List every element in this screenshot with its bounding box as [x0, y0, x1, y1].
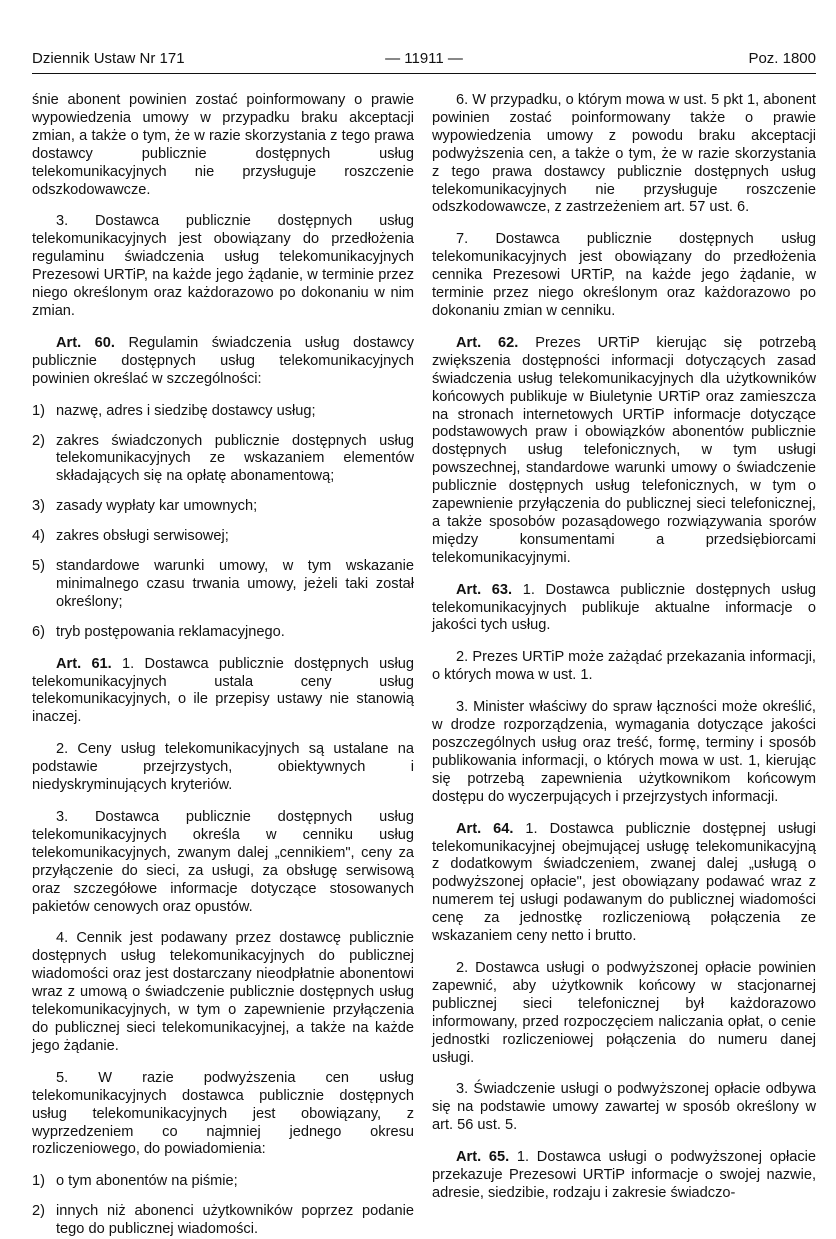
art63-paragraph-2: 2. Prezes URTiP może zażądać przekazania informacji, o których mowa w ust. 1.	[432, 649, 816, 684]
position-number: Poz. 1800	[748, 50, 816, 67]
list-item-text: zasady wypłaty kar umownych;	[56, 498, 258, 515]
art64-text: 1. Dostawca publicznie dostępnej usługi telekomunikacyjnej obejmującej usługę telekomunikacyjną z dodatkowym świadczeniem, zwanej dalej „usługą o podwyższonej opłacie", jest obowiązany podawać wraz z numerem tej usługi podawanym do publicznej wiadomości cenę za jednostkę rozliczeniową połączenia ze wskazaniem ceny netto i brutto.	[432, 820, 816, 945]
list-item-number: 6)	[32, 623, 45, 640]
list-item-text: o tym abonentów na piśmie;	[56, 1173, 238, 1190]
art61-paragraph-6: 6. W przypadku, o którym mowa w ust. 5 pkt 1, abonent powinien zostać poinformowany także o prawie wypowiedzenia umowy z powodu braku akceptacji podwyższenia cen, a także o tym, że w razie skorzystania z tego prawa dostawcy publicznie dostępnych usług telekomunikacyjnych nie przysługuje roszczenie odszkodowawcze, z zastrzeżeniem art. 57 ust. 6.	[432, 92, 816, 216]
art65-text: 1. Dostawca usługi o podwyższonej opłacie przekazuje Prezesowi URTiP informacje o swojej nazwie, adresie, siedzibie, rodzaju i zakresie świadczo-	[432, 1149, 816, 1201]
list-item	[32, 624, 414, 642]
list-item-number: 1)	[32, 1173, 45, 1190]
page-header	[32, 49, 816, 69]
list-item-number: 3)	[32, 498, 45, 515]
art61-intro	[32, 656, 414, 728]
art63-text: 1. Dostawca publicznie dostępnych usług telekomunikacyjnych publikuje aktualne informacje o jakości tych usług.	[432, 581, 816, 634]
art63-label: Art. 63.	[456, 581, 513, 598]
list-item-text: nazwę, adres i siedzibę dostawcy usług;	[56, 402, 316, 419]
art63-intro	[432, 582, 816, 636]
list-item-text: zakres obsługi serwisowej;	[56, 528, 229, 545]
art62-paragraph	[432, 335, 816, 568]
art60-text: Regulamin świadczenia usług dostawcy publicznie dostępnych usług telekomunikacyjnych powinien określać w szczególności:	[32, 334, 414, 387]
art64-paragraph-3: 3. Świadczenie usługi o podwyższonej opłacie odbywa się na podstawie umowy zawartej w sposób określony w art. 56 ust. 5.	[432, 1081, 816, 1134]
art61-paragraph-4: 4. Cennik jest podawany przez dostawcę publicznie dostępnych usług telekomunikacyjnych do publicznej wiadomości oraz jest dostarczany nieodpłatnie abonentowi wraz z umową o świadczenie publicznie dostępnych usług telekomunikacyjnych, w tym o zapewnienie przyłączenia do publicznej sieci telekomunikacyjnej, a także na każde jego żądanie.	[32, 930, 414, 1054]
page-number: — 11911 —	[385, 50, 463, 67]
list-item-text: tryb postępowania reklamacyjnego.	[56, 623, 285, 640]
list-item-number: 5)	[32, 558, 45, 575]
list-item	[32, 1203, 414, 1239]
art65-label: Art. 65.	[456, 1149, 510, 1166]
list-item-text: innych niż abonenci użytkowników poprzez podanie tego do publicznej wiadomości.	[56, 1203, 414, 1238]
journal-title: Dziennik Ustaw Nr 171	[32, 50, 185, 67]
list-item	[32, 528, 414, 546]
list-item	[32, 403, 414, 421]
art64-paragraph-2: 2. Dostawca usługi o podwyższonej opłacie powinien zapewnić, aby użytkownik końcowy w stacjonarnej publicznej sieci telefonicznej był każdorazowo informowany, przed rozpoczęciem naliczania opłat, o cenie jednostki rozliczeniowej połączenia do numeru danej usługi.	[432, 959, 816, 1066]
art61-5-list	[32, 1173, 414, 1239]
art60-list	[32, 403, 414, 642]
list-item-number: 2)	[32, 1203, 45, 1220]
art61-paragraph-7: 7. Dostawca publicznie dostępnych usług telekomunikacyjnych jest obowiązany do przedłożenia cennika Prezesowi URTiP, na każde jego żądanie, w terminie przez niego określonym oraz każdorazowo po dokonaniu zmian w cenniku.	[432, 231, 816, 319]
list-item-text: standardowe warunki umowy, w tym wskazanie minimalnego czasu trwania umowy, jeżeli taki został określony;	[56, 558, 414, 610]
header-rule	[32, 73, 816, 74]
art64-intro	[432, 821, 816, 946]
list-item-text: zakres świadczonych publicznie dostępnych usług telekomunikacyjnych ze wskazaniem elementów składających się na opłatę abonamentową;	[56, 432, 414, 485]
art62-text: Prezes URTiP kierując się potrzebą zwiększenia dostępności informacji dotyczących zasad świadczenia usług telekomunikacyjnych dla użytkowników końcowych publikuje w Biuletynie URTiP oraz zamieszcza na stronach internetowych URTiP informacje dotyczące podstawowych praw i obowiązków abonentów publicznie dostępnych usług telefonicznych, w tym usługi powszechnej, standardowe warunki umowy o świadczenie publicznie dostępnych usług telefonicznych, w tym o zapewnienie przyłączenia do publicznej sieci telefonicznej, a także sposobów pozasądowego rozwiązywania sporów między konsumentami a przedsiębiorcami telekomunikacyjnymi.	[432, 334, 816, 566]
art62-label: Art. 62.	[456, 334, 519, 351]
art61-label: Art. 61.	[56, 655, 112, 672]
art60-label: Art. 60.	[56, 334, 115, 351]
left-column	[32, 92, 414, 1238]
art61-paragraph-2: 2. Ceny usług telekomunikacyjnych są ustalane na podstawie przejrzystych, obiektywnych i niedyskryminujących kryteriów.	[32, 741, 414, 794]
list-item	[32, 558, 414, 612]
art61-paragraph-5: 5. W razie podwyższenia cen usług telekomunikacyjnych dostawca publicznie dostępnych usług telekomunikacyjnych jest obowiązany, z wyprzedzeniem co najmniej jednego okresu rozliczeniowego, do powiadomienia:	[32, 1069, 414, 1158]
paragraph-continuation: śnie abonent powinien zostać poinformowany o prawie wypowiedzenia umowy w przypadku braku akceptacji zmian, a także o tym, że w razie skorzystania z tego prawa dostawcy publicznie dostępnych usług telekomunikacyjnych nie przysługuje roszczenie odszkodowawcze.	[32, 92, 414, 198]
art63-paragraph-3: 3. Minister właściwy do spraw łączności może określić, w drodze rozporządzenia, wymagania dotyczące jakości poszczególnych usług oraz treść, formę, terminy i sposób publikowania informacji, o których mowa w ust. 1, kierując się potrzebą zapewnienia użytkownikom końcowym dostępu do wyczerpujących i przejrzystych informacji.	[432, 699, 816, 805]
right-column	[432, 92, 816, 1216]
art61-paragraph-3: 3. Dostawca publicznie dostępnych usług telekomunikacyjnych określa w cenniku usług telekomunikacyjnych, zwanym dalej „cennikiem", ceny za przyłączenie do sieci, za usługi, za obsługę serwisową oraz szczegółowe informacje dotyczące stosowanych pakietów cenowych oraz opustów.	[32, 809, 414, 915]
list-item-number: 2)	[32, 432, 45, 449]
art60-intro	[32, 335, 414, 389]
list-item	[32, 498, 414, 516]
list-item	[32, 1173, 414, 1191]
list-item-number: 1)	[32, 402, 45, 419]
art61-text: 1. Dostawca publicznie dostępnych usług telekomunikacyjnych ustala ceny usług telekomunikacyjnych, o ile przepisy ustawy nie stanowią inaczej.	[32, 655, 414, 726]
art59-paragraph-3: 3. Dostawca publicznie dostępnych usług telekomunikacyjnych jest obowiązany do przedłożenia regulaminu świadczenia usług telekomunikacyjnych Prezesowi URTiP, na każde jego żądanie, w terminie przez niego określonym oraz każdorazowo po dokonaniu w nim zmian.	[32, 213, 414, 319]
art65-intro	[432, 1149, 816, 1203]
list-item	[32, 433, 414, 487]
list-item-number: 4)	[32, 528, 45, 545]
art64-label: Art. 64.	[456, 820, 514, 837]
